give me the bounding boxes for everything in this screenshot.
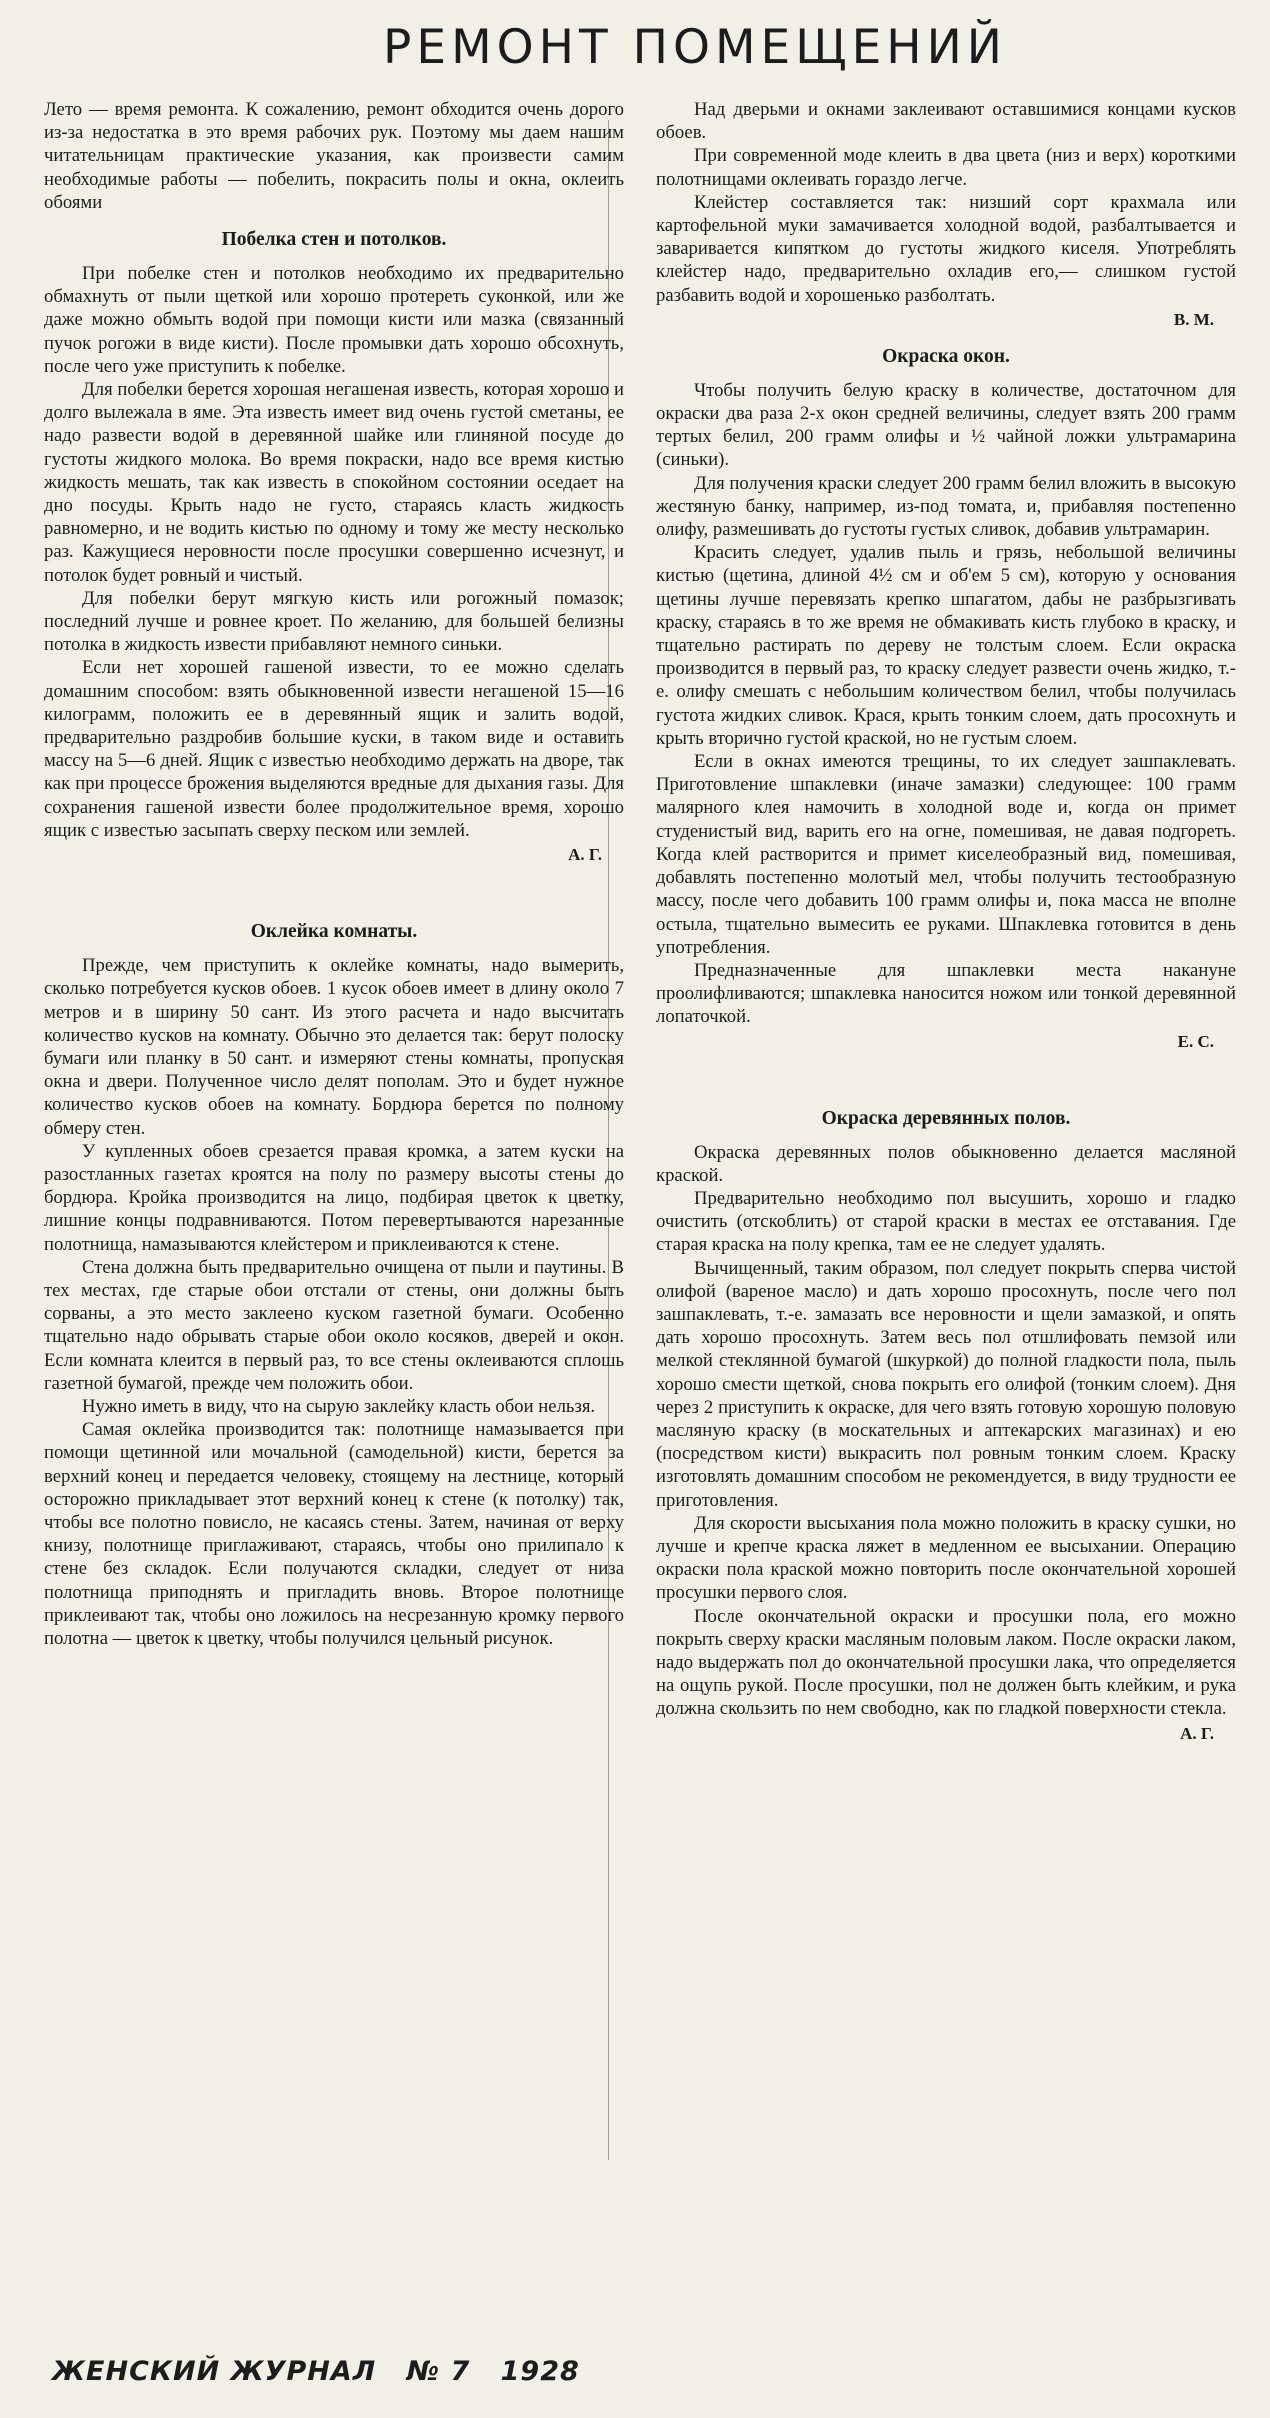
spacer [656,1057,1236,1093]
author-signature: В. М. [1173,309,1214,329]
paragraph: Для побелки берется хорошая негашеная известь, которая хорошо и долго вылежала в яме. Эта известь имеет вид очень густой сметаны, ее надо развести водой в деревянной шайке или глиняной посуде до густоты жидкого молока. Во время покраски, надо все время кистью жидкость мешать, так как известь в спокойном состоянии оседает на дно посуды. Крыть надо не густо, стараясь класть жидкость равномерно, и не водить кистью по одному и тому же месту несколько раз. Кажущиеся неровности после просушки совершенно исчезнут, и потолок будет ровный и чистый. [44,379,624,586]
paragraph: Предварительно необходимо пол высушить, хорошо и гладко очистить (отскоблить) от старой краски в местах ее отставания. Где старая краска на полу крепка, там ее не следует удалять. [656,1187,1236,1256]
paragraph: Если нет хорошей гашеной извести, то ее можно сделать домашним способом: взять обыкновенной извести негашеной 15—16 килограмм, положить ее в деревянный ящик и залить водой, предварительно раздробив большие куски, в таком виде и оставить массу на 5—6 дней. Ящик с известью необходимо держать на дворе, так как при процессе брожения выделяются вредные для дыхания газы. Для сохранения гашеной извести более продолжительное время, хорошо ящик с известью засыпать сверху песком или землей. [44,657,624,841]
paragraph: Для получения краски следует 200 грамм белил вложить в высокую жестяную банку, например, из-под томата, и, прибавляя постепенно олифу, размешивать до густоты густых сливок, добавив ультрамарин. [656,472,1236,541]
issue-year: 1928 [500,2356,580,2387]
paragraph: Для побелки берут мягкую кисть или рогожный помазок; последний лучше и ровнее кроет. По желанию, для большей белизны потолка в жидкость извести прибавляют немного синьки. [44,587,624,656]
paragraph: Для скорости высыхания пола можно положить в краску сушки, но лучше и крепче краска ляжет в медленном ее высыхании. Операцию окраски пола краской можно повторить после окончательной хорошей просушки первого слоя. [656,1512,1236,1604]
right-column [656,98,1236,2308]
paragraph: У купленных обоев срезается правая кромка, а затем куски на разостланных газетах кроятся на полу по размеру высоты стены до бордюра. Кройка производится на лицо, подбирая цветок к цветку, лишние концы подравниваются. Потом перевертываются нарезанные полотнища, намазываются клейстером и приклеиваются к стене. [44,1140,624,1255]
paragraph: Предназначенные для шпаклевки места накануне проолифливаются; шпаклевка наносится ножом или тонкой деревянной лопаточкой. [656,959,1236,1028]
page-title: РЕМОНТ ПОМЕЩЕНИЙ [383,20,1007,75]
author-signature: Е. С. [1177,1031,1214,1051]
paragraph: При побелке стен и потолков необходимо их предварительно обмахнуть от пыли щеткой или хорошо протереть суконкой, или же даже можно обмыть водой при помощи кисти или мазка (связанный пучок рогожи в виде кисти). После промывки дать хорошо обсохнуть, после чего уже приступить к побелке. [44,263,624,377]
paragraph: Прежде, чем приступить к оклейке комнаты, надо вымерить, сколько потребуется кусков обоев. 1 кусок обоев имеет в длину около 7 метров и в ширину 50 сант. Из этого расчета и надо высчитать количество кусков на комнату. Обычно это делается так: берут полоску бумаги или планку в 50 сант. и измеряют стены комнаты, пропуская окна и двери. Полученное число делят пополам. Это и будет нужное количество кусков обоев на комнату. Бордюра берется по полному обмеру стен. [44,955,624,1139]
issue-number: № 7 [406,2356,471,2387]
spacer [44,870,624,906]
author-signature: А. Г. [568,845,602,865]
paragraph: Красить следует, удалив пыль и грязь, небольшой величины кистью (щетина, длиной 4½ см и об'ем 5 см), которую у основания щетины лучше перевязать крепко шпагатом, дабы не разбрызгивать краску, стараясь в то же время не обмакивать кисть глубоко в краску, и тщательно растирать по дереву не толстым слоем. Если окраска производится в первый раз, то краску следует развести очень жидко, т.-е. олифу смешать с небольшим количеством белил, чтобы получилась густота жидких сливок. Крася, крыть тонким слоем, дать просохнуть и крыть вторично густой краской, но не густым слоем. [656,542,1236,749]
paragraph: Окраска деревянных полов обыкновенно делается масляной краской. [656,1141,1236,1186]
paragraph: После окончательной окраски и просушки пола, его можно покрыть сверху краски масляным половым лаком. После окраски лаком, надо выдержать пол до окончательной просушки лака, что определяется на ощупь рукой. После просушки, пол не должен быть клейким, и рука должна скользить по нем свободно, как по гладкой поверхности стекла. [656,1605,1236,1720]
paragraph: Над дверьми и окнами заклеивают оставшимися концами кусков обоев. [656,99,1236,144]
intro-paragraph: Лето — время ремонта. К сожалению, ремонт обходится очень дорого из-за недостатка в это время рабочих рук. Поэтому мы даем нашим читательницам практические указания, как произвести самим необходимые работы — побелить, покрасить полы и окна, оклеить обоями [44,99,624,213]
paragraph: При современной моде клеить в два цвета (низ и верх) короткими полотнищами оклеивать гораздо легче. [656,145,1236,190]
paragraph: Клейстер составляется так: низший сорт крахмала или картофельной муки замачивается холодной водой, разбалтывается и заваривается кипятком до густоты жидкого киселя. Употреблять клейстер надо, предварительно охладив его,— слишком густой разбавить водой и хорошенько разболтать. [656,191,1236,306]
journal-name: ЖЕНСКИЙ ЖУРНАЛ [52,2356,377,2387]
paragraph: Вычищенный, таким образом, пол следует покрыть сперва чистой олифой (вареное масло) и дать хорошо просохнуть, после чего пол зашпаклевать, т.-е. замазать все неровности и щели замазкой, и опять дать хорошо просохнуть. Затем весь пол отшлифовать пемзой или мелкой стеклянной бумагой (шкуркой) до полной гладкости пола, пыль хорошо смести щеткой, снова покрыть его олифой (тонким слоем). Дня через 2 приступить к окраске, для чего взять готовую хорошую половую масляную краску (в москательных и аптекарских магазинах) и ею (посредством кисти) выкрасить пол ровным тонким слоем. Краску изготовлять домашним способом не рекомендуется, в виду трудности ее приготовления. [656,1257,1236,1511]
paragraph: Стена должна быть предварительно очищена от пыли и паутины. В тех местах, где старые обои отстали от стены, они должны быть сорваны, а это место заклеено куском газетной бумаги. Особенно тщательно надо обрывать старые обои около косяков, дверей и окон. Если комната клеится в первый раз, то все стены оклеиваются сплошь газетной бумагой, прежде чем положить обои. [44,1256,624,1394]
columns [44,98,1236,2308]
paragraph: Если в окнах имеются трещины, то их следует зашпаклевать. Приготовление шпаклевки (иначе замазки) следующее: 100 грамм малярного клея намочить в холодной воде и, когда он примет студенистый вид, варить его на огне, помешивая, не давая подгореть. Когда клей растворится и примет киселеобразный вид, помешивая, добавлять постепенно молотый мел, чтобы получить тестообразную массу, после чего добавить 100 грамм олифы и, пока масса не вполне остыла, тщательно вымесить ее руками. Шпаклевка готовится в день употребления. [656,751,1236,958]
section-heading-windows: Окраска окон. [882,345,1010,367]
paragraph: Нужно иметь в виду, что на сырую заклейку класть обои нельзя. [82,1395,596,1417]
section-heading-floors: Окраска деревянных полов. [821,1107,1071,1129]
left-column [44,98,624,2308]
section-heading-wallpaper: Оклейка комнаты. [250,921,418,943]
paragraph: Самая оклейка производится так: полотнище намазывается при помощи щетинной или мочальной (самодельной) кисти, берется за верхний конец и передается человеку, стоящему на лестнице, который осторожно прикладывает этот верхний конец к стене (к потолку) так, чтобы все полотно повисло, не касаясь стены. Затем, начиная от верху книзу, полотнище приглаживают, стараясь, чтобы оно прилипало к стене без складок. Если получаются складки, следует от низа полотнища приподнять и пригладить вновь. Второе полотнище приклеивают так, чтобы оно ложилось на несрезанную кромку первого полотна — цветок к цветку, чтобы получился цельный рисунок. [44,1419,624,1649]
section-heading-whitewash: Побелка стен и потолков. [221,229,447,251]
journal-footer [52,2356,600,2387]
author-signature: А. Г. [1180,1723,1214,1743]
paragraph: Чтобы получить белую краску в количестве, достаточном для окраски два раза 2-х окон средней величины, следует взять 200 грамм тертых белил, 200 грамм олифы и ½ чайной ложки ультрамарина (синьки). [656,379,1236,471]
